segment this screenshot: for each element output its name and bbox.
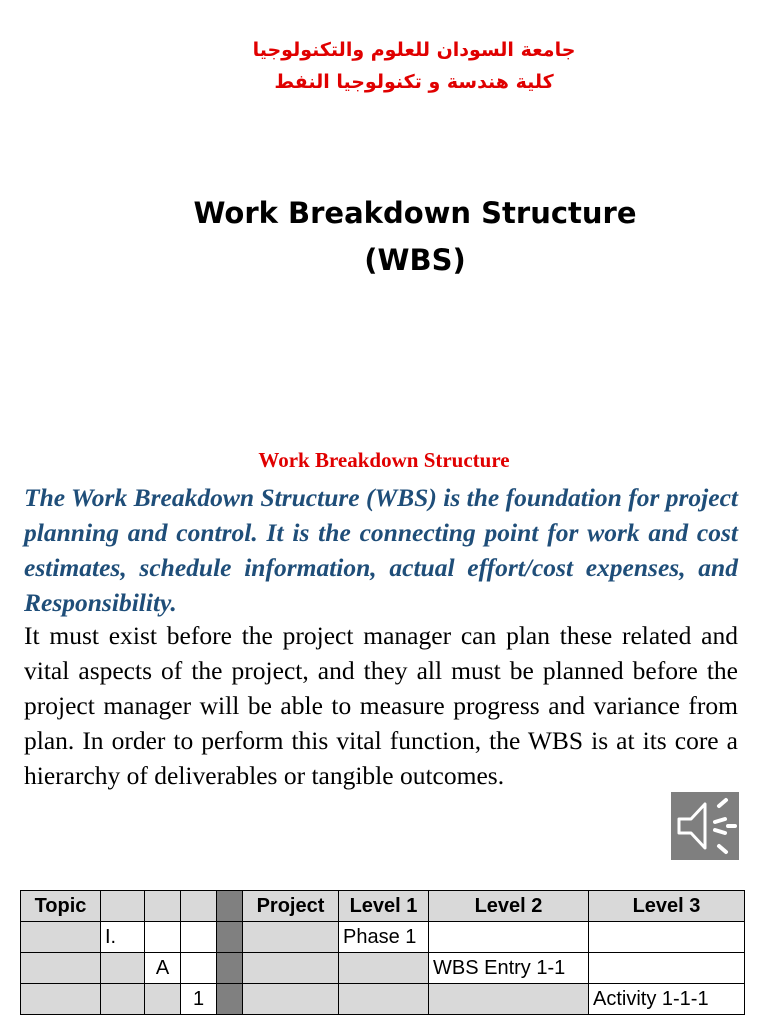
table-cell: [243, 953, 339, 984]
college-name: كلية هندسة و تكنولوجيا النفط: [274, 71, 554, 93]
body-paragraph: It must exist before the project manager can plan these related and vital aspects of the project, and they all must be planned before the project manager will be able to measure progress and variance from plan. In order to perform this vital function, the WBS is at its core a hierarchy of deliverables or tangible outcomes.: [24, 621, 738, 790]
section-heading: Work Breakdown Structure: [258, 448, 510, 472]
table-cell: [21, 953, 101, 984]
table-cell: [145, 922, 181, 953]
table-cell: [339, 984, 429, 1015]
table-row: [21, 953, 745, 984]
column-header: [101, 891, 145, 922]
table-row: [21, 984, 745, 1015]
intro-paragraph: The Work Breakdown Structure (WBS) is the foundation for project planning and control. It is the connecting point for work and cost estimates, schedule information, actual effort/cost expenses, and Responsibility.: [24, 483, 738, 617]
table-cell: [589, 922, 745, 953]
page-title: Work Breakdown Structure: [193, 196, 637, 230]
table-cell: 1: [181, 984, 217, 1015]
page-subtitle: (WBS): [364, 243, 466, 277]
speaker-icon: [671, 792, 739, 860]
wbs-table: [20, 890, 745, 1015]
table-cell: [181, 922, 217, 953]
audio-button[interactable]: [671, 792, 739, 860]
table-cell: [21, 922, 101, 953]
table-cell: [217, 984, 243, 1015]
table-cell: [243, 984, 339, 1015]
column-header: Level 2: [429, 891, 589, 922]
table-cell: [145, 984, 181, 1015]
table-cell: [243, 922, 339, 953]
table-cell: [101, 984, 145, 1015]
table-cell: [21, 984, 101, 1015]
column-header: [217, 891, 243, 922]
column-header: [145, 891, 181, 922]
table-cell: [101, 953, 145, 984]
university-name: جامعة السودان للعلوم والتكنولوجيا: [252, 39, 576, 61]
column-header: Topic: [21, 891, 101, 922]
table-cell: Phase 1: [339, 922, 429, 953]
table-cell: [217, 953, 243, 984]
table-cell: [429, 922, 589, 953]
table-cell: [429, 984, 589, 1015]
table-cell: A: [145, 953, 181, 984]
table-cell: Activity 1-1-1: [589, 984, 745, 1015]
table-header-row: [21, 891, 745, 922]
column-header: Level 1: [339, 891, 429, 922]
column-header: Project: [243, 891, 339, 922]
column-header: [181, 891, 217, 922]
table-cell: [339, 953, 429, 984]
table-row: [21, 922, 745, 953]
table-cell: [217, 922, 243, 953]
table-cell: WBS Entry 1-1: [429, 953, 589, 984]
table-cell: [589, 953, 745, 984]
column-header: Level 3: [589, 891, 745, 922]
table-cell: I.: [101, 922, 145, 953]
table-cell: [181, 953, 217, 984]
